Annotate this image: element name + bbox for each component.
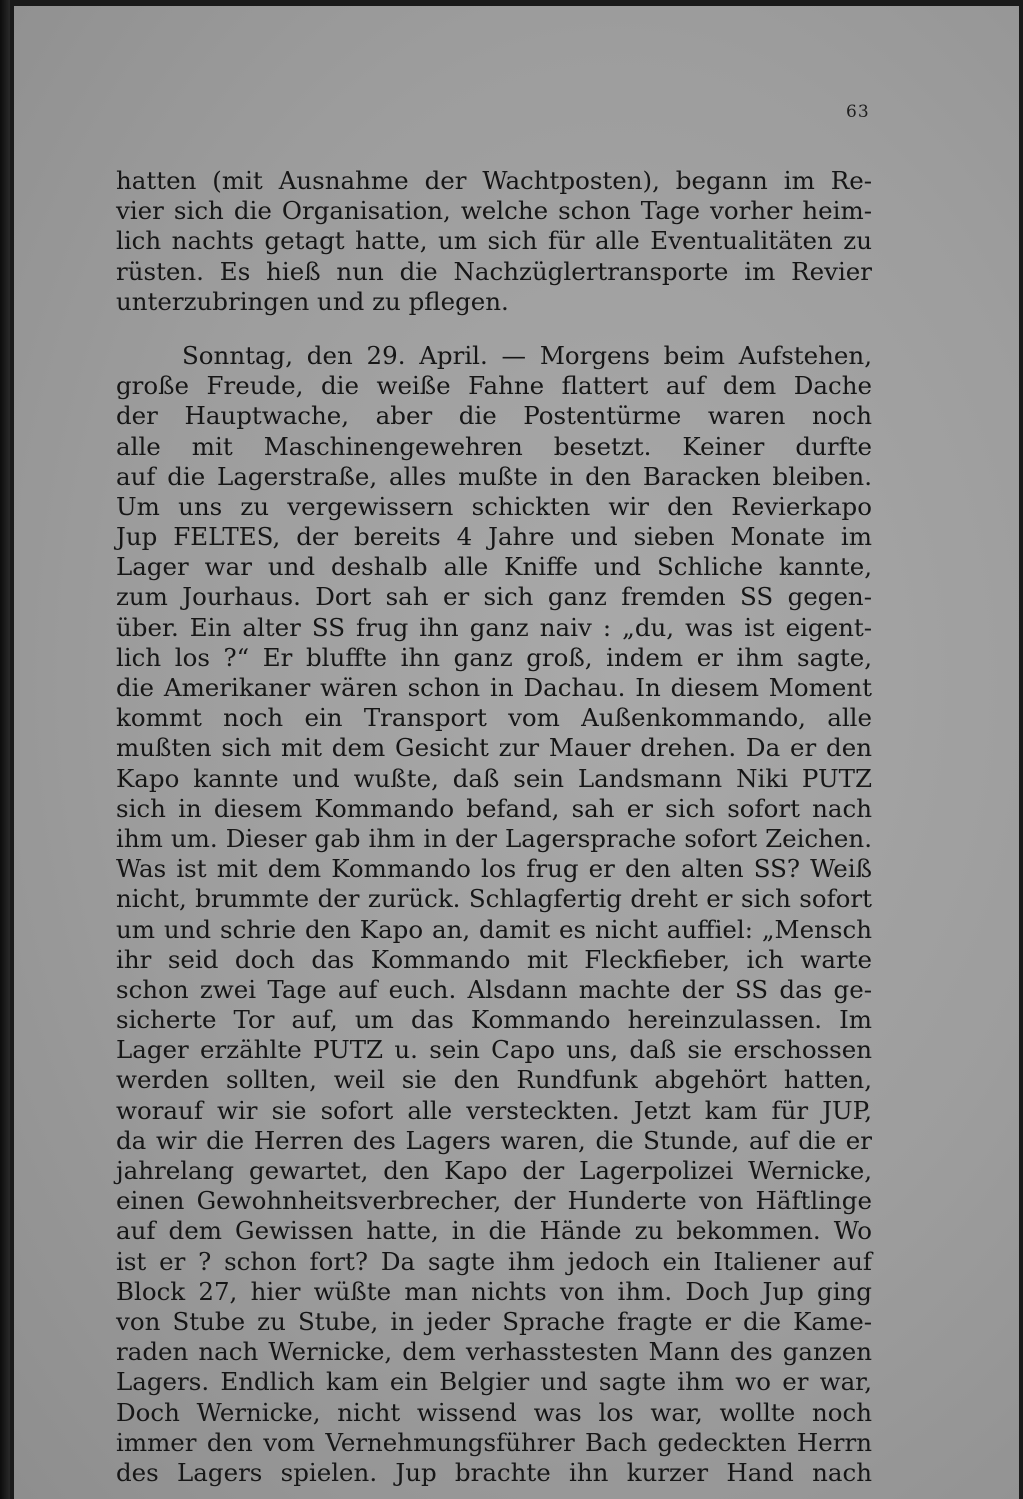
- text-line: Lagers. Endlich kam ein Belgier und sagte ihm wo er war,: [116, 1367, 872, 1397]
- text-line: rüsten. Es hieß nun die Nachzüglertransporte im Revier: [116, 256, 872, 286]
- text-line: lich nachts getagt hatte, um sich für alle Eventualitäten zu: [116, 226, 872, 256]
- text-line: um und schrie den Kapo an, damit es nicht auffiel: „Mensch: [116, 914, 872, 944]
- text-line: werden sollten, weil sie den Rundfunk abgehört hatten,: [116, 1065, 872, 1095]
- text-line: hatten (mit Ausnahme der Wachtposten), begann im Re-: [116, 166, 872, 195]
- text-line: der Hauptwache, aber die Postentürme waren noch: [116, 401, 872, 431]
- text-line: Um uns zu vergewissern schickten wir den Revierkapo: [116, 491, 872, 521]
- text-line: auf dem Gewissen hatte, in die Hände zu bekommen. Wo: [116, 1216, 872, 1246]
- book-spine-shadow: [0, 0, 10, 1499]
- text-line: auf die Lagerstraße, alles mußte in den Baracken bleiben.: [116, 461, 872, 491]
- text-line: einen Gewohnheitsverbrecher, der Hunderte von Häftlinge: [116, 1186, 872, 1216]
- page-number: 63: [846, 102, 870, 122]
- text-line: unterzubringen und zu pflegen.: [116, 286, 509, 316]
- text-line: sich in diesem Kommando befand, sah er sich sofort nach: [116, 793, 872, 823]
- text-line: schon zwei Tage auf euch. Alsdann machte der SS das ge-: [116, 974, 872, 1004]
- text-line: Jup FELTES, der bereits 4 Jahre und sieben Monate im: [116, 522, 872, 552]
- text-line: jahrelang gewartet, den Kapo der Lagerpolizei Wernicke,: [116, 1156, 872, 1185]
- text-line: mußten sich mit dem Gesicht zur Mauer drehen. Da er den: [116, 733, 872, 763]
- text-line: ist er ? schon fort? Da sagte ihm jedoch ein Italiener auf: [116, 1246, 872, 1276]
- text-line: über. Ein alter SS frug ihn ganz naiv : „du, was ist eigent-: [116, 612, 872, 642]
- text-line: Lager erzählte PUTZ u. sein Capo uns, daß sie erschossen: [116, 1035, 872, 1065]
- book-page: [14, 6, 1019, 1499]
- text-line: Sonntag, den 29. April. — Morgens beim Aufstehen,: [182, 340, 872, 370]
- text-line: des Lagers spielen. Jup brachte ihn kurzer Hand nach: [116, 1457, 872, 1487]
- text-line: raden nach Wernicke, dem verhasstesten Mann des ganzen: [116, 1337, 872, 1367]
- text-line: Lager war und deshalb alle Kniffe und Schliche kannte,: [116, 552, 872, 582]
- text-line: Kapo kannte und wußte, daß sein Landsmann Niki PUTZ: [116, 763, 872, 793]
- text-line: Block 27, hier wüßte man nichts von ihm. Doch Jup ging: [116, 1276, 872, 1306]
- body-text: [116, 166, 872, 1488]
- text-line: kommt noch ein Transport vom Außenkommando, alle: [116, 703, 872, 733]
- text-line: ihr seid doch das Kommando mit Fleckfieber, ich warte: [116, 944, 872, 974]
- paragraph-2: [116, 341, 872, 1488]
- text-line: sicherte Tor auf, um das Kommando hereinzulassen. Im: [116, 1005, 872, 1035]
- text-line: immer den vom Vernehmungsführer Bach gedeckten Herrn: [116, 1427, 872, 1457]
- text-line: da wir die Herren des Lagers waren, die Stunde, auf die er: [116, 1125, 872, 1155]
- text-line: die Amerikaner wären schon in Dachau. In diesem Moment: [116, 673, 872, 702]
- text-line: Doch Wernicke, nicht wissend was los war, wollte noch: [116, 1397, 872, 1427]
- text-line: vier sich die Organisation, welche schon Tage vorher heim-: [116, 196, 872, 226]
- text-line: lich los ?“ Er bluffte ihn ganz groß, indem er ihm sagte,: [116, 642, 872, 672]
- text-line: nicht, brummte der zurück. Schlagfertig dreht er sich sofort: [116, 884, 872, 914]
- text-line: große Freude, die weiße Fahne flattert auf dem Dache: [116, 371, 872, 401]
- text-line: zum Jourhaus. Dort sah er sich ganz fremden SS gegen-: [116, 582, 872, 612]
- text-line: von Stube zu Stube, in jeder Sprache fragte er die Kame-: [116, 1306, 872, 1336]
- paragraph-gap: [116, 317, 872, 341]
- text-line: ihm um. Dieser gab ihm in der Lagersprache sofort Zeichen.: [116, 823, 872, 853]
- text-line: Was ist mit dem Kommando los frug er den alten SS? Weiß: [116, 854, 872, 884]
- paragraph-1: [116, 166, 872, 317]
- text-line: alle mit Maschinengewehren besetzt. Keiner durfte: [116, 431, 872, 461]
- text-line: worauf wir sie sofort alle versteckten. Jetzt kam für JUP,: [116, 1095, 872, 1125]
